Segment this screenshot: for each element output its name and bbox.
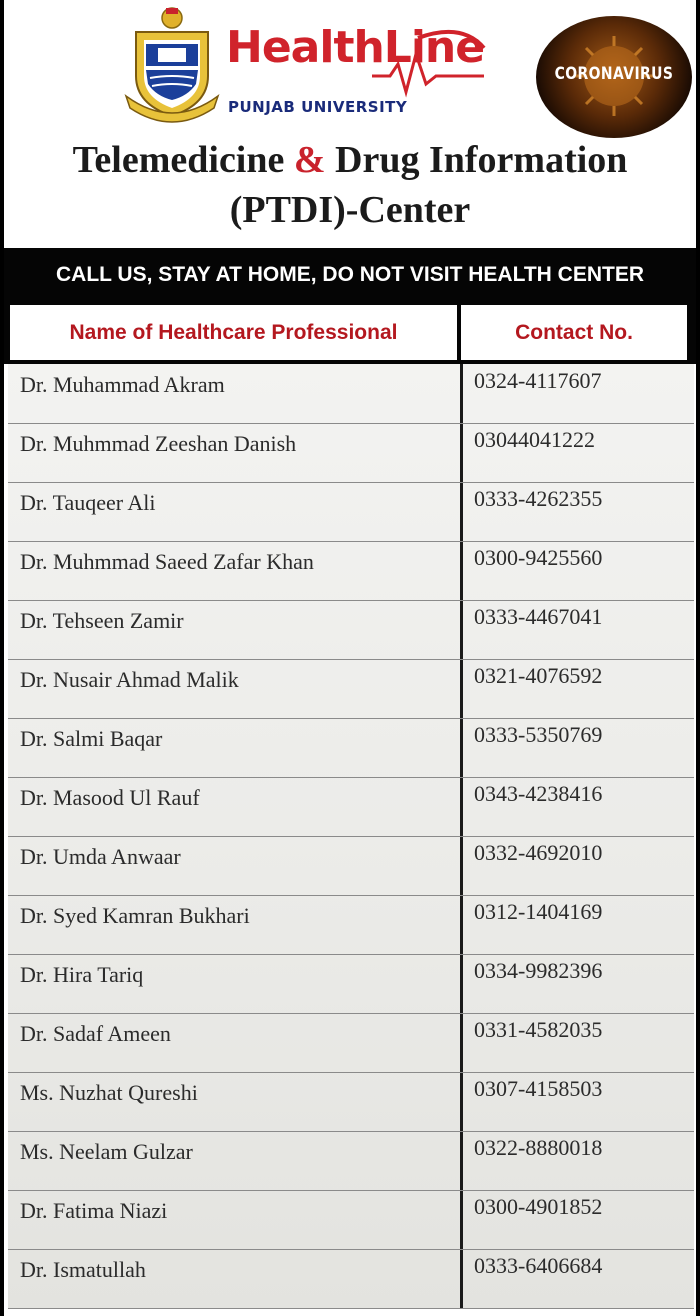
contact-number: 03044041222: [474, 427, 595, 452]
contact-number: 0300-9425560: [474, 545, 603, 570]
table-row: [8, 954, 694, 1014]
professional-name: Dr. Sadaf Ameen: [20, 1021, 171, 1046]
badge-text: CORONAVIRUS: [554, 64, 674, 84]
table-row: [8, 423, 694, 483]
table-row: [8, 600, 694, 660]
professional-name: Dr. Syed Kamran Bukhari: [20, 903, 250, 928]
professional-name: Dr. Ismatullah: [20, 1257, 146, 1282]
table-row: [8, 1072, 694, 1132]
page-subtitle: (PTDI)-Center: [229, 189, 471, 231]
contact-number: 0321-4076592: [474, 663, 603, 688]
call-banner: CALL US, STAY AT HOME, DO NOT VISIT HEALTH CENTER: [4, 248, 696, 302]
contact-number: 0333-6406684: [474, 1253, 603, 1278]
professional-name: Dr. Fatima Niazi: [20, 1198, 168, 1223]
contact-number: 0333-5350769: [474, 722, 603, 747]
table-header: [4, 302, 696, 364]
contact-number: 0331-4582035: [474, 1017, 603, 1042]
column-header-contact: Contact No.: [461, 305, 687, 360]
professional-name: Dr. Muhmmad Zeeshan Danish: [20, 431, 297, 456]
contact-number: 0333-4262355: [474, 486, 603, 511]
title-ampersand: &: [293, 139, 326, 181]
professional-name: Dr. Salmi Baqar: [20, 726, 163, 751]
professional-name: Dr. Tehseen Zamir: [20, 608, 184, 633]
column-header-name: Name of Healthcare Professional: [10, 305, 457, 360]
professional-name: Ms. Nuzhat Qureshi: [20, 1080, 198, 1105]
healthline-logo: [226, 18, 496, 128]
professional-name: Dr. Masood Ul Rauf: [20, 785, 200, 810]
coronavirus-badge: [536, 16, 692, 138]
contact-number: 0300-4901852: [474, 1194, 603, 1219]
poster-header: [4, 0, 696, 248]
professional-name: Dr. Nusair Ahmad Malik: [20, 667, 239, 692]
table-row: [8, 1013, 694, 1073]
title-part2: Drug Information: [335, 139, 628, 181]
university-seal-logo: [122, 4, 222, 126]
contact-number: 0334-9982396: [474, 958, 603, 983]
poster: [4, 0, 696, 1316]
brand-subtitle: PUNJAB UNIVERSITY: [228, 98, 408, 116]
table-row: [8, 836, 694, 896]
table-row: [8, 659, 694, 719]
table-row: [8, 364, 694, 424]
table-row: [8, 895, 694, 955]
contact-number: 0333-4467041: [474, 604, 603, 629]
contact-number: 0307-4158503: [474, 1076, 603, 1101]
table-row: [8, 541, 694, 601]
table-row: [8, 482, 694, 542]
professional-name: Dr. Tauqeer Ali: [20, 490, 156, 515]
table-row: [8, 1249, 694, 1309]
page-title: [4, 140, 696, 182]
contact-number: 0324-4117607: [474, 368, 602, 393]
professional-name: Dr. Umda Anwaar: [20, 844, 181, 869]
professional-name: Ms. Neelam Gulzar: [20, 1139, 193, 1164]
title-part1: Telemedicine: [72, 139, 285, 181]
professional-name: Dr. Muhmmad Saeed Zafar Khan: [20, 549, 314, 574]
professional-name: Dr. Hira Tariq: [20, 962, 144, 987]
brand-wordmark: HealthLine: [226, 22, 485, 73]
contact-number: 0322-8880018: [474, 1135, 603, 1160]
professional-name: Dr. Muhammad Akram: [20, 372, 225, 397]
table-row: [8, 1190, 694, 1250]
contact-number: 0332-4692010: [474, 840, 603, 865]
table-row: [8, 1131, 694, 1191]
contact-number: 0312-1404169: [474, 899, 603, 924]
table-row: [8, 718, 694, 778]
table-row: [8, 777, 694, 837]
contact-number: 0343-4238416: [474, 781, 603, 806]
